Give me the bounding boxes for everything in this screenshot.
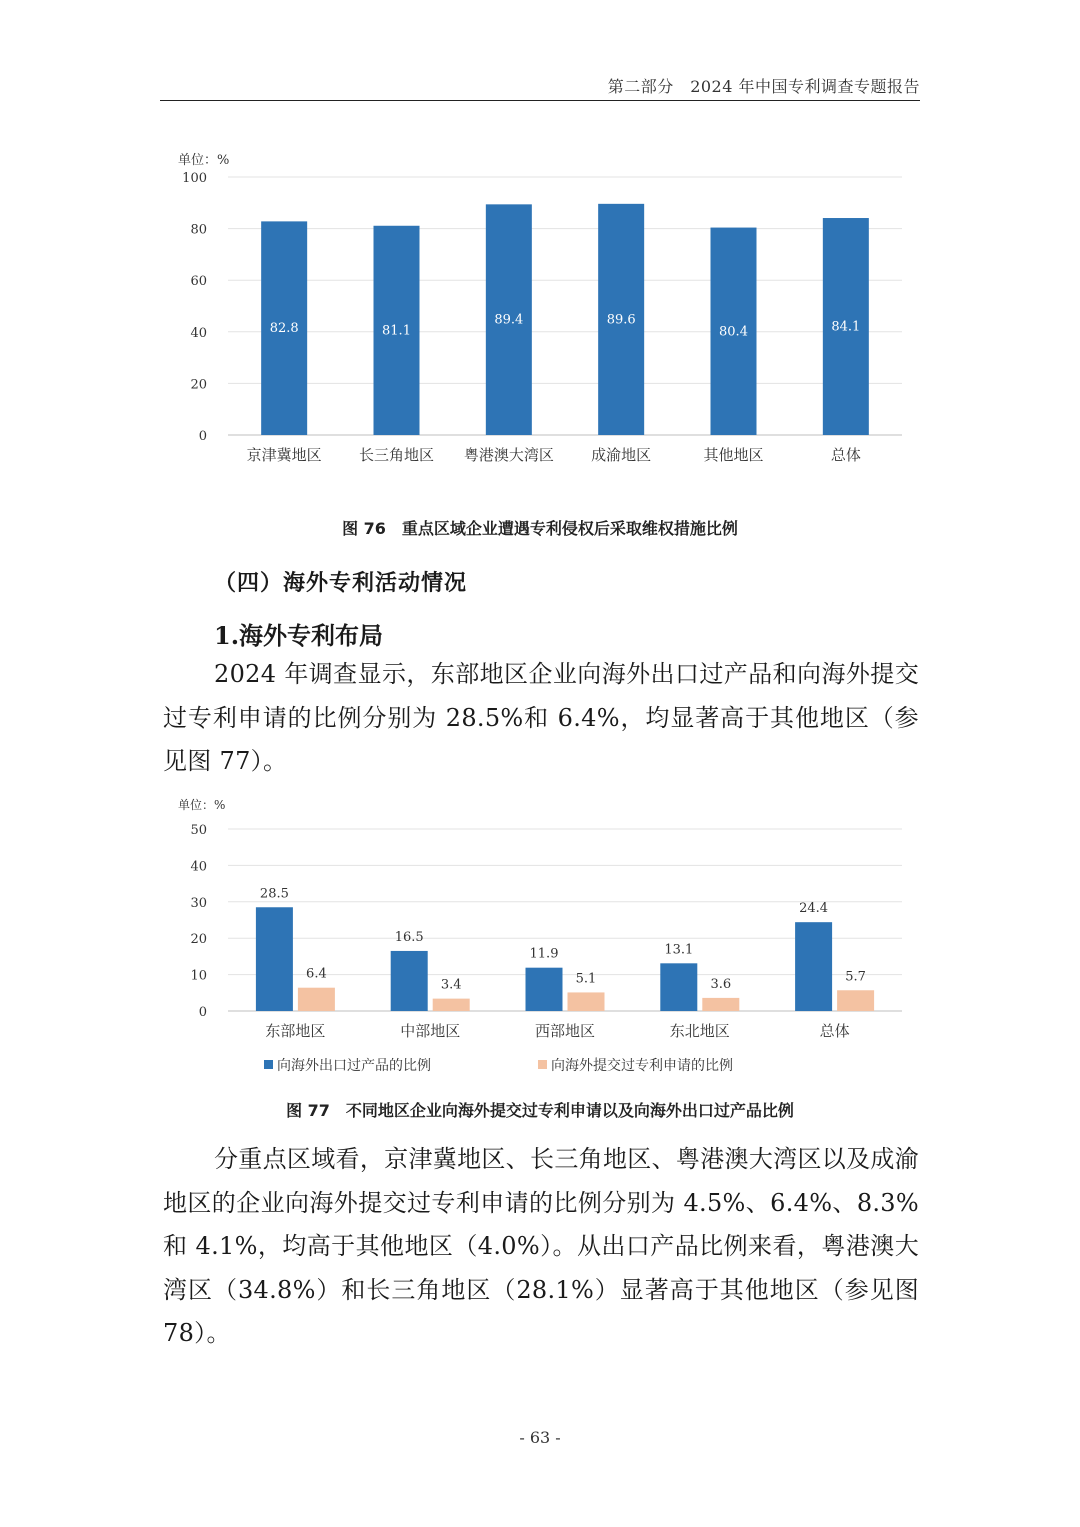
bar-value-label: 28.5	[259, 886, 289, 902]
bar-value-label: 11.9	[529, 946, 559, 962]
y-tick-label: 20	[190, 932, 207, 948]
section-title: （四）海外专利活动情况	[214, 570, 468, 596]
figure-76-caption: 图 76 重点区域企业遭遇专利侵权后采取维权措施比例	[342, 519, 738, 538]
x-category-label: 长三角地区	[358, 446, 435, 464]
y-tick-label: 80	[190, 222, 207, 238]
x-category-label: 成渝地区	[591, 446, 652, 464]
y-tick-label: 30	[190, 895, 207, 911]
y-tick-label: 40	[190, 325, 207, 341]
x-category-label: 西部地区	[534, 1022, 596, 1040]
figure-77-chart	[160, 790, 920, 1090]
y-tick-label: 50	[190, 823, 207, 838]
bar-patent	[568, 992, 605, 1011]
bar-patent	[298, 988, 335, 1011]
bar-value-label: 6.4	[306, 966, 327, 982]
x-category-label: 粤港澳大湾区	[463, 446, 554, 464]
body-paragraph-2: 分重点区域看，京津冀地区、长三角地区、粤港澳大湾区以及成渝地区的企业向海外提交过专利申请的比例分别为 4.5%、6.4%、8.3%和 4.1%，均高于其他地区（4.0%）。从出口产品比例来看，粤港澳大湾区（34.8%）和长三角地区（28.1%）显著高于其他地区（参见图 78）。	[163, 1145, 919, 1347]
legend-swatch	[538, 1060, 547, 1069]
unit-label: 单位：%	[178, 153, 230, 168]
figure-76-chart	[160, 140, 920, 480]
unit-label: 单位：%	[178, 798, 226, 812]
x-category-label: 总体	[830, 446, 861, 464]
y-tick-label: 0	[198, 429, 207, 444]
legend-label: 向海外提交过专利申请的比例	[551, 1058, 733, 1074]
header-rule	[160, 100, 920, 101]
figure-76-svg	[160, 140, 920, 480]
figure-77-caption: 图 77 不同地区企业向海外提交过专利申请以及向海外出口过产品比例	[286, 1101, 794, 1120]
bar-value-label: 84.1	[831, 319, 861, 335]
bar-value-label: 81.1	[382, 323, 411, 339]
x-category-label: 东北地区	[669, 1022, 730, 1040]
bar-value-label: 5.7	[845, 969, 866, 985]
bar-export	[795, 922, 832, 1011]
y-tick-label: 20	[190, 377, 207, 393]
bar-patent	[433, 999, 470, 1011]
y-tick-label: 10	[190, 968, 207, 984]
bar-value-label: 89.4	[494, 312, 524, 328]
bar-export	[660, 963, 697, 1011]
body-paragraph-1: 2024 年调查显示，东部地区企业向海外出口过产品和向海外提交过专利申请的比例分别为 28.5%和 6.4%，均显著高于其他地区（参见图 77）。	[163, 660, 919, 775]
bar-export	[256, 907, 293, 1011]
bar-export	[526, 968, 563, 1011]
running-header: 第二部分 2024 年中国专利调查专题报告	[607, 77, 920, 96]
y-tick-label: 100	[182, 171, 207, 186]
x-category-label: 东部地区	[265, 1022, 326, 1040]
bar-export	[391, 951, 428, 1011]
bar-value-label: 13.1	[664, 942, 694, 958]
y-tick-label: 0	[198, 1005, 207, 1020]
y-tick-label: 60	[190, 274, 207, 290]
bar-value-label: 3.4	[440, 977, 462, 993]
bar-value-label: 16.5	[394, 929, 424, 945]
legend-swatch	[264, 1060, 273, 1069]
x-category-label: 总体	[819, 1022, 850, 1040]
x-category-label: 中部地区	[400, 1022, 461, 1040]
legend-label: 向海外出口过产品的比例	[277, 1058, 431, 1074]
bar-value-label: 82.8	[269, 321, 299, 337]
bar-value-label: 80.4	[719, 324, 748, 340]
bar-patent	[702, 998, 739, 1011]
y-tick-label: 40	[190, 859, 207, 875]
bar-value-label: 24.4	[799, 901, 829, 917]
bar-value-label: 5.1	[575, 971, 597, 987]
figure-77-svg	[160, 790, 920, 1090]
x-category-label: 其他地区	[703, 446, 764, 464]
bar-value-label: 3.6	[710, 976, 732, 992]
page-number: - 63 -	[519, 1428, 561, 1447]
x-category-label: 京津冀地区	[246, 446, 322, 464]
bar-value-label: 89.6	[606, 312, 636, 328]
subsection-title: 1.海外专利布局	[214, 621, 384, 650]
bar-patent	[837, 990, 874, 1011]
